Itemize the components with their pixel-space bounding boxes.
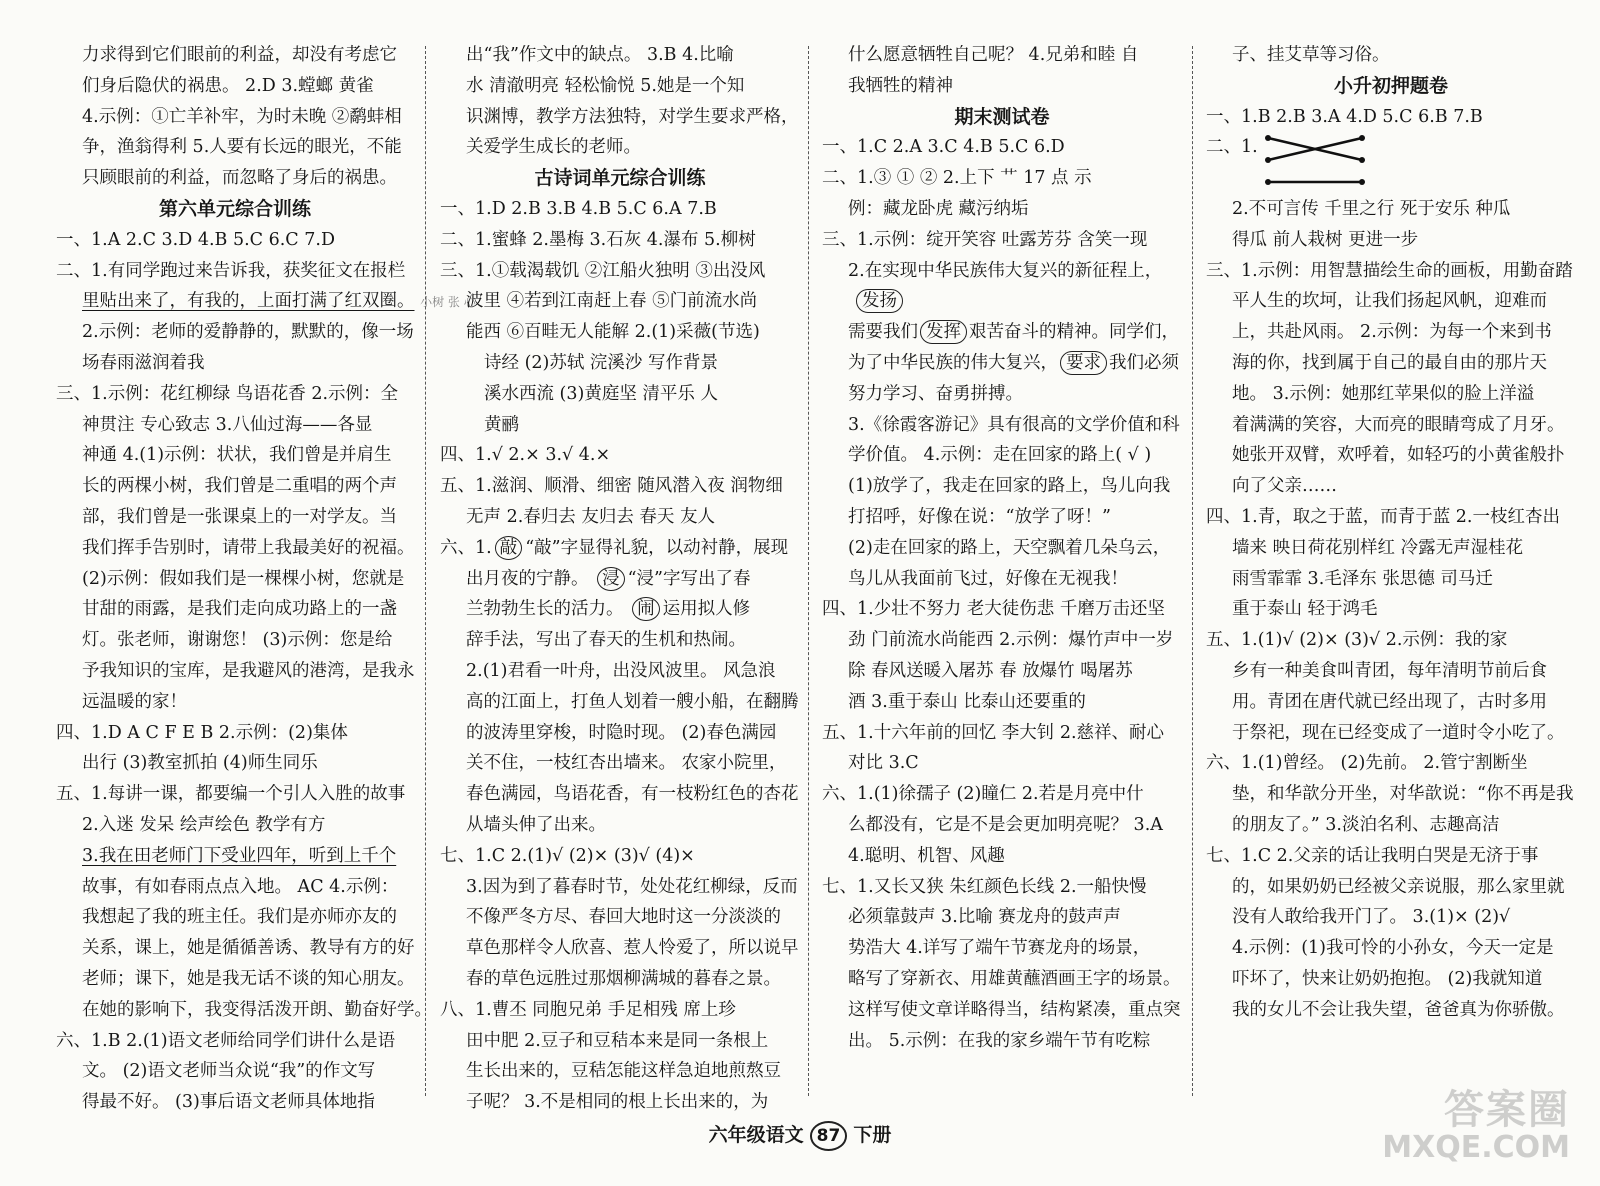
text-line: 对比 3.C	[848, 753, 919, 774]
text-line: 神贯注 专心致志 3.八仙过海——各显	[82, 414, 373, 435]
text-line: 4.示例：①亡羊补牢，为时未晚 ②鹬蚌相	[82, 106, 402, 127]
text-line: 这样写使文章详略得当，结构紧凑，重点突	[848, 999, 1181, 1020]
text-line: 4.聪明、机智、风趣	[848, 845, 1005, 866]
text-line: 场春雨滋润着我	[82, 352, 205, 373]
text-line: 我们挥手告别时，请带上我最美好的祝福。	[82, 537, 415, 558]
circled-word: 要求	[1060, 351, 1107, 375]
section-heading: 古诗词单元综合训练	[534, 167, 706, 190]
text-line: 什么愿意牺牲自己呢？ 4.兄弟和睦 自	[848, 45, 1139, 65]
text-line: (2)走在回家的路上，天空飘着几朵乌云，	[848, 537, 1171, 558]
text-line: 甘甜的雨露，是我们走向成功路上的一盏	[82, 599, 397, 620]
circled-character: 敲	[495, 536, 523, 560]
circled-character: 闹	[632, 597, 660, 621]
text-line	[822, 348, 1182, 379]
section-heading: 第六单元综合训练	[158, 197, 311, 220]
text-line: 文。 (2)语文老师当众说“我”的作文写	[82, 1061, 376, 1082]
text-line: 乡有一种美食叫青团，每年清明节前后食	[1232, 660, 1547, 681]
text-line: 四、1.少壮不努力 老大徒伤悲 千磨万击还坚	[822, 599, 1165, 620]
watermark-url: MXQE.COM	[1382, 1130, 1570, 1165]
text-line: 例：藏龙卧虎 藏污纳垢	[848, 198, 1029, 219]
text-line: 七、1.C 2.(1)√ (2)× (3)√ (4)×	[440, 845, 695, 866]
text-line: 用。青团在唐代就已经出现了，古时多用	[1232, 691, 1547, 712]
text-line: 平人生的坎坷，让我们扬起风帆，迎难而	[1232, 291, 1547, 312]
text-line: 向了父亲……	[1232, 476, 1337, 497]
text-line: 黄鹂	[484, 414, 519, 435]
text-line: 得瓜 前人栽树 更进一步	[1232, 229, 1419, 250]
text-line: 二、1.有同学跑过来告诉我，获奖征文在报栏	[56, 260, 406, 281]
text-line: 三、1.示例：绽开笑容 吐露芳芬 含笑一现	[822, 229, 1148, 250]
text-line: 重于泰山 轻于鸿毛	[1232, 599, 1378, 620]
answer-text: 需要我们	[848, 322, 918, 343]
text-line: 酒 3.重于泰山 比泰山还要重的	[848, 691, 1086, 712]
text-line: 诗经 (2)苏轼 浣溪沙 写作背景	[484, 352, 718, 373]
text-line: 2.(1)君看一叶舟，出没风波里。 风急浪	[466, 660, 776, 681]
footer-volume: 下册	[853, 1124, 892, 1146]
text-line: 2.在实现中华民族伟大复兴的新征程上，	[848, 260, 1163, 281]
text-line: 子、挂艾草等习俗。	[1232, 45, 1390, 65]
text-line: (1)放学了，我走在回家的路上，鸟儿向我	[848, 476, 1171, 497]
text-line: 争，渔翁得利 5.人要有长远的眼光，不能	[82, 137, 402, 158]
text-line: 于祭祀，现在已经变成了一道时令小吃了。	[1232, 722, 1565, 743]
text-line: 三、1.①载渴载饥 ②江船火独明 ③出没风	[440, 260, 766, 281]
text-line: 2.不可言传 千里之行 死于安乐 种瓜	[1232, 198, 1511, 219]
text-line: 四、1.青，取之于蓝，而青于蓝 2.一枝红杏出	[1206, 506, 1560, 527]
text-line: 四、1.√ 2.× 3.√ 4.×	[440, 445, 611, 466]
text-line: 高的江面上，打鱼人划着一艘小船，在翻腾	[466, 691, 799, 712]
text-line	[1206, 132, 1576, 194]
answer-column-3	[822, 40, 1182, 1056]
text-line: (2)示例：假如我们是一棵棵小树，您就是	[82, 568, 405, 589]
text-line: 一、1.A 2.C 3.D 4.B 5.C 6.C 7.D	[56, 229, 335, 250]
text-line: 力求得到它们眼前的利益，却没有考虑它	[82, 45, 397, 65]
text-line: 关不住，一枝红杏出墙来。 农家小院里，	[466, 753, 787, 774]
section-heading: 期末测试卷	[954, 105, 1050, 128]
text-line: 二、1.蜜蜂 2.墨梅 3.石灰 4.瀑布 5.柳树	[440, 229, 756, 250]
text-line	[56, 286, 476, 317]
text-line: 着满满的笑容，大而亮的眼睛弯成了月牙。	[1232, 414, 1565, 435]
column-divider	[808, 46, 809, 1096]
site-watermark	[1382, 1088, 1570, 1164]
text-line: 势浩大 4.详写了端午节赛龙舟的场景，	[848, 938, 1151, 959]
text-line: 五、1.滋润、顺滑、细密 随风潜入夜 润物细	[440, 476, 783, 497]
text-line: 故事，有如春雨点点入地。 AC 4.示例：	[82, 876, 399, 897]
text-line	[822, 317, 1182, 348]
text-line: 的波涛里穿梭，时隐时现。 (2)春色满园	[466, 722, 777, 743]
text-line: 部，我们曾是一张课桌上的一对学友。当	[82, 506, 397, 527]
text-line: 关爱学生成长的老师。	[466, 137, 641, 158]
section-heading: 小升初押题卷	[1333, 74, 1448, 97]
text-line: 们身后隐伏的祸患。 2.D 3.螳螂 黄雀	[82, 75, 374, 96]
text-line: 地。 3.示例：她那红苹果似的脸上洋溢	[1232, 383, 1535, 404]
text-line: 三、1.示例：花红柳绿 鸟语花香 2.示例：全	[56, 383, 399, 404]
text-line: 打招呼，好像在说：“放学了呀！”	[848, 506, 1111, 527]
text-line: 七、1.又长又狭 朱红颜色长线 2.一船快慢	[822, 876, 1147, 897]
text-line: 二、1.③ ① ② 2.上下 艹 17 点 示	[822, 168, 1092, 189]
text-line: 关系，课上，她是循循善诱、教导有方的好	[82, 938, 415, 959]
text-line: 出。 5.示例：在我的家乡端午节有吃粽	[848, 1030, 1151, 1051]
text-line: 从墙头伸了出来。	[466, 814, 606, 835]
text-line: 除 春风送暖入屠苏 春 放爆竹 喝屠苏	[848, 660, 1133, 681]
text-line: 上，共赴风雨。 2.示例：为每一个来到书	[1232, 322, 1552, 343]
text-line	[440, 594, 800, 625]
text-line: 生长出来的，豆秸怎能这样急迫地煎熬豆	[466, 1061, 781, 1082]
text-line: 她张开双臂，欢呼着，如轻巧的小黄雀般扑	[1232, 445, 1565, 466]
text-line: 田中肥 2.豆子和豆秸本来是同一条根上	[466, 1030, 769, 1051]
text-line: 五、1.(1)√ (2)× (3)√ 2.示例：我的家	[1206, 630, 1508, 651]
text-line: 的，如果奶奶已经被父亲说服，那么家里就	[1232, 876, 1565, 897]
footer-grade-subject: 六年级语文	[708, 1124, 804, 1146]
text-line: 六、1.(1)徐孺子 (2)瞳仁 2.若是月亮中什	[822, 784, 1144, 805]
text-line: 2.入迷 发呆 绘声绘色 教学有方	[82, 814, 326, 835]
answer-text: “敲”字显得礼貌，以动衬静，展现	[525, 537, 789, 558]
text-line: 春色满园，鸟语花香，有一枝粉红色的杏花	[466, 784, 799, 805]
text-line: 灯。张老师，谢谢您！ (3)示例：您是给	[82, 630, 393, 651]
text-line: 鸟儿从我面前飞过，好像在无视我！	[848, 568, 1128, 589]
text-line: 子呢？ 3.不是相同的根上长出来的，为	[466, 1092, 769, 1113]
text-line	[822, 286, 1182, 317]
column-divider	[425, 46, 426, 1096]
text-line: 我的女儿不会让我失望，爸爸真为你骄傲。	[1232, 999, 1565, 1020]
text-line: 只顾眼前的利益，而忽略了身后的祸患。	[82, 168, 397, 189]
text-line: 草色那样令人欣喜、惹人怜爱了，所以说早	[466, 938, 799, 959]
handwritten-note: 小树 张 心	[420, 295, 476, 310]
text-line: 3.因为到了暮春时节，处处花红柳绿，反而	[466, 876, 798, 897]
text-line: 辞手法，写出了春天的生机和热闹。	[466, 630, 746, 651]
answer-text: 运用拟人修	[662, 599, 751, 620]
text-line: 不像严冬方尽、春回大地时这一分淡淡的	[466, 907, 781, 928]
answer-column-4	[1206, 40, 1576, 1026]
text-line: 五、1.十六年前的回忆 李大钊 2.慈祥、耐心	[822, 722, 1165, 743]
handwritten-underline: 里贴出来了，有我的，上面打满了红双圈。	[82, 291, 415, 312]
answer-text: “浸”字写出了春	[627, 568, 751, 589]
answer-column-2	[440, 40, 800, 1118]
text-line: 必须靠鼓声 3.比喻 赛龙舟的鼓声声	[848, 907, 1121, 928]
text-line: 出行 (3)教室抓拍 (4)师生同乐	[82, 753, 318, 774]
watermark-logo: 答案圈	[1444, 1087, 1570, 1133]
text-line: 五、1.每讲一课，都要编一个引人入胜的故事	[56, 784, 406, 805]
text-line: 得最不好。 (3)事后语文老师具体地指	[82, 1092, 375, 1113]
text-line: 没有人敢给我开门了。 3.(1)× (2)√	[1232, 907, 1511, 928]
answer-text: 艰苦奋斗的精神。同学们，	[969, 322, 1179, 343]
text-line: 八、1.曹丕 同胞兄弟 手足相残 席上珍	[440, 999, 736, 1020]
answer-text: 我们必须	[1109, 352, 1179, 373]
text-line: 努力学习、奋勇拼搏。	[848, 383, 1023, 404]
answer-column-1	[56, 40, 476, 1118]
text-line: 水 清澈明亮 轻松愉悦 5.她是一个知	[466, 75, 745, 96]
text-line: 长的两棵小树，我们曾是二重唱的两个声	[82, 476, 397, 497]
text-line	[440, 533, 800, 564]
text-line: 雨雪霏霏 3.毛泽东 张思德 司马迁	[1232, 568, 1493, 589]
text-line: 一、1.C 2.A 3.C 4.B 5.C 6.D	[822, 137, 1065, 158]
text-line: 4.示例：(1)我可怜的小孙女，今天一定是	[1232, 938, 1554, 959]
column-divider	[1192, 46, 1193, 1096]
answer-text: 出月夜的宁静。	[466, 568, 589, 589]
text-line: 一、1.B 2.B 3.A 4.D 5.C 6.B 7.B	[1206, 106, 1483, 127]
text-line: 么都没有，它是不是会更加明亮呢？ 3.A	[848, 814, 1163, 835]
text-line: 学价值。 4.示例：走在回家的路上( √ )	[848, 445, 1152, 466]
text-line: 溪水西流 (3)黄庭坚 清平乐 人	[484, 383, 718, 404]
text-line: 3.我在田老师门下受业四年，听到上千个	[82, 845, 397, 866]
circled-word: 发挥	[920, 320, 967, 344]
text-line: 波里 ④若到江南赶上春 ⑤门前流水尚	[466, 291, 758, 312]
text-line: 2.示例：老师的爱静静的，默默的，像一场	[82, 322, 414, 343]
text-line: 我想起了我的班主任。我们是亦师亦友的	[82, 907, 397, 928]
answer-text: 兰勃勃生长的活力。	[466, 599, 624, 620]
text-line: 劲 门前流水尚能西 2.示例：爆竹声中一岁	[848, 630, 1174, 651]
text-line: 吓坏了，快来让奶奶抱抱。 (2)我就知道	[1232, 968, 1543, 989]
text-line: 在她的影响下，我变得活泼开朗、勤奋好学。	[82, 999, 432, 1020]
page-footer	[0, 1120, 1600, 1151]
text-line: 老师；课下，她是我无话不谈的知心朋友。	[82, 968, 415, 989]
text-line: 海的你，找到属于自己的最自由的那片天	[1232, 352, 1547, 373]
question-number: 六、1.	[440, 537, 492, 558]
text-line: 六、1.(1)曾经。 (2)先前。 2.管宁割断坐	[1206, 753, 1528, 774]
text-line: 我牺牲的精神	[848, 75, 953, 96]
question-number: 二、1.	[1206, 137, 1258, 158]
text-line: 神通 4.(1)示例：状状，我们曾是并肩生	[82, 445, 392, 466]
text-line: 墙来 映日荷花别样红 冷露无声湿桂花	[1232, 537, 1524, 558]
text-line: 垫，和华歆分开坐，对华歆说：“你不再是我	[1232, 784, 1574, 805]
correction-insert: 发扬	[856, 289, 903, 313]
answer-text: 为了中华民族的伟大复兴，	[848, 352, 1058, 373]
text-line: 能西 ⑥百畦无人能解 2.(1)采薇(节选)	[466, 322, 760, 343]
text-line: 的朋友了。” 3.淡泊名利、志趣高洁	[1232, 814, 1500, 835]
text-line: 三、1.示例：用智慧描绘生命的画板，用勤奋踏	[1206, 260, 1573, 281]
text-line: 四、1.D A C F E B 2.示例：(2)集体	[56, 722, 348, 743]
text-line: 略写了穿新衣、用雄黄蘸酒画王字的场景。	[848, 968, 1181, 989]
text-line: 识渊博，教学方法独特，对学生要求严格，	[466, 106, 799, 127]
matching-lines-diagram	[1262, 132, 1372, 188]
page-number: 87	[810, 1121, 848, 1151]
text-line: 无声 2.春归去 友归去 春天 友人	[466, 506, 715, 527]
text-line: 七、1.C 2.父亲的话让我明白哭是无济于事	[1206, 845, 1539, 866]
text-line: 远温暖的家！	[82, 691, 187, 712]
text-line: 一、1.D 2.B 3.B 4.B 5.C 6.A 7.B	[440, 198, 717, 219]
text-line: 3.《徐霞客游记》具有很高的文学价值和科	[848, 414, 1180, 435]
text-line: 春的草色远胜过那烟柳满城的暮春之景。	[466, 968, 781, 989]
text-line: 六、1.B 2.(1)语文老师给同学们讲什么是语	[56, 1030, 396, 1051]
text-line: 予我知识的宝库，是我避风的港湾，是我永	[82, 660, 415, 681]
text-line	[440, 564, 800, 595]
text-line: 出“我”作文中的缺点。 3.B 4.比喻	[466, 45, 734, 65]
circled-character: 浸	[597, 567, 625, 591]
